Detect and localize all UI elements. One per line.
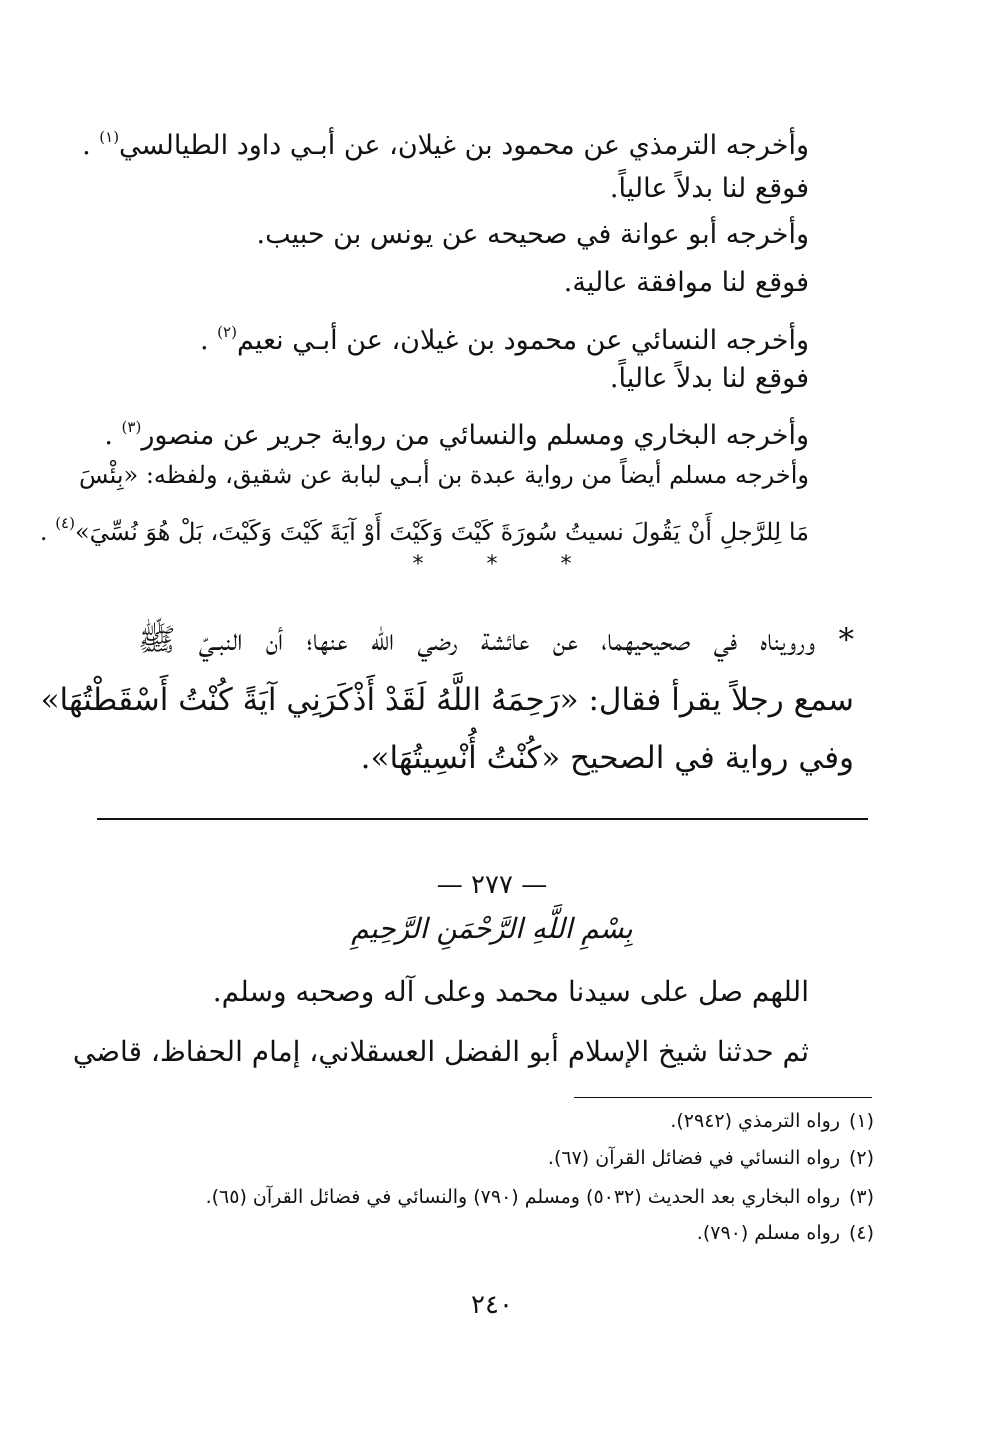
separator-star: * (560, 552, 572, 577)
footnote-number: (١) (848, 1110, 874, 1132)
body-line-4: فوقع لنا موافقة عالية. (563, 267, 809, 298)
body-line-8: وأخرجه مسلم أيضاً من رواية عبدة بن أبـي لبابة عن شقيق، ولفظه: «بِئْسَ (79, 461, 809, 489)
footnote-number: (٢) (848, 1147, 874, 1169)
footnote-1: (١)رواه الترمذي (٢٩٤٢). (670, 1110, 874, 1132)
footnote-ref-2[interactable]: (٢) (217, 323, 237, 341)
footnote-4: (٤)رواه مسلم (٧٩٠). (696, 1222, 874, 1244)
body-line-2: فوقع لنا بدلاً عالياً. (609, 173, 809, 204)
body-line-5: وأخرجه النسائي عن محمود بن غيلان، عن أبـي نعيم$^{(٢)}$ . (199, 323, 809, 356)
body-line-7: وأخرجه البخاري ومسلم والنسائي من رواية جرير عن منصور$^{(٣)}$ . (104, 418, 809, 451)
footnote-ref-3[interactable]: (٣) (121, 418, 142, 436)
footnote-ref-4[interactable]: (٤) (55, 514, 75, 532)
hadith-line-3: وفي رواية في الصحيح «كُنْتُ أُنْسِيتُهَا». (360, 740, 854, 776)
hadith-line-1: * ورويناه في صحيحيهما، عن عائشة رضي الله عنها؛ أن النبـيّ ﷺ (138, 622, 855, 658)
footnote-2: (٢)رواه النسائي في فضائل القرآن (٦٧). (547, 1147, 874, 1169)
basmala: بِسْمِ اللَّهِ الرَّحْمَنِ الرَّحِيمِ (351, 912, 633, 945)
folio-number: — ٢٧٧ — (436, 870, 548, 900)
continuation-line: ثم حدثنا شيخ الإسلام أبو الفضل العسقلاني، إمام الحفاظ، قاضي (72, 1035, 809, 1068)
section-divider (97, 818, 868, 820)
section-separator (0, 552, 984, 577)
separator-star: * (412, 552, 424, 577)
hadith-line-2: سمع رجلاً يقرأ فقال: «رَحِمَهُ اللَّهُ لَقَدْ أَذْكَرَنِي آيَةً كُنْتُ أَسْقَطْتُهَا» (40, 682, 854, 718)
footnote-divider (574, 1097, 872, 1098)
hadith-marker: * (838, 622, 855, 658)
body-line-1: وأخرجه الترمذي عن محمود بن غيلان، عن أبـي داود الطيالسي$^{(١)}$ . (82, 128, 809, 161)
footnote-3: (٣)رواه البخاري بعد الحديث (٥٠٣٢) ومسلم (٧٩٠) والنسائي في فضائل القرآن (٦٥). (205, 1186, 874, 1208)
body-line-9: مَا لِلرَّجلِ أَنْ يَقُولَ نسيتُ سُورَةَ كَيْتَ وَكَيْتَ أَوْ آيَةَ كَيْتَ وَكَيْتَ، بَلْ هُوَ نُسِّيَ»$^{(٤)}$ . (39, 514, 809, 546)
footnote-number: (٤) (848, 1222, 874, 1244)
footnote-ref-1[interactable]: (١) (99, 128, 120, 146)
page-number: ٢٤٠ (471, 1290, 513, 1320)
body-line-3: وأخرجه أبو عوانة في صحيحه عن يونس بن حبيب. (256, 219, 809, 250)
separator-star: * (486, 552, 498, 577)
salawat-line: اللهم صل على سيدنا محمد وعلى آله وصحبه وسلم. (212, 975, 809, 1008)
body-line-6: فوقع لنا بدلاً عالياً. (609, 363, 809, 394)
footnote-number: (٣) (848, 1186, 874, 1208)
